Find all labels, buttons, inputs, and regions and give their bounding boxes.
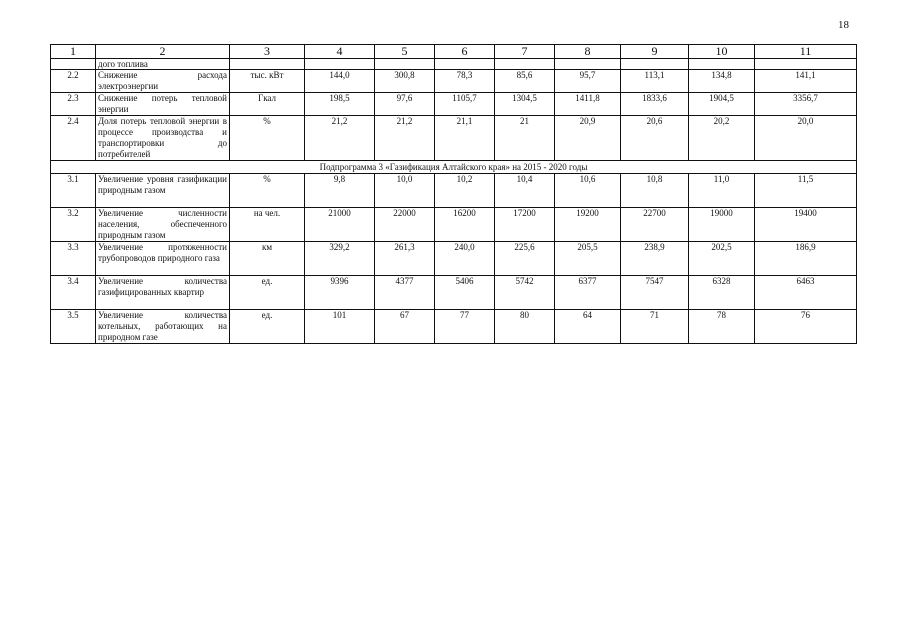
row-value: 5406 — [435, 276, 495, 310]
row-value: 64 — [555, 310, 621, 344]
row-unit: % — [230, 174, 305, 208]
row-value: 16200 — [435, 208, 495, 242]
column-header: 11 — [755, 45, 857, 59]
column-header: 5 — [375, 45, 435, 59]
table-row — [51, 70, 857, 93]
section-a-rows — [51, 70, 857, 161]
row-value: 6328 — [689, 276, 755, 310]
row-value: 11,5 — [755, 174, 857, 208]
row-value: 21,1 — [435, 116, 495, 161]
row-number: 3.2 — [51, 208, 96, 242]
row-number: 3.3 — [51, 242, 96, 276]
row-name: Увеличение уровня газификации природным газом — [96, 174, 230, 208]
row-value: 21000 — [305, 208, 375, 242]
row-value: 3356,7 — [755, 93, 857, 116]
row-value: 7547 — [621, 276, 689, 310]
row-name: Доля потерь тепловой энергии в процессе производства и транспортировки до потребителей — [96, 116, 230, 161]
row-value: 198,5 — [305, 93, 375, 116]
row-value: 21 — [495, 116, 555, 161]
indicators-table — [50, 44, 857, 344]
row-value: 134,8 — [689, 70, 755, 93]
row-value: 225,6 — [495, 242, 555, 276]
row-value: 20,6 — [621, 116, 689, 161]
row-value: 97,6 — [375, 93, 435, 116]
row-number: 2.4 — [51, 116, 96, 161]
row-value: 6463 — [755, 276, 857, 310]
row-unit: тыс. кВт — [230, 70, 305, 93]
row-name: Увеличение протяженности трубопроводов природного газа — [96, 242, 230, 276]
column-header: 10 — [689, 45, 755, 59]
row-name: Увеличение количества газифицированных квартир — [96, 276, 230, 310]
row-value: 21,2 — [305, 116, 375, 161]
row-value: 77 — [435, 310, 495, 344]
row-value: 300,8 — [375, 70, 435, 93]
row-value: 101 — [305, 310, 375, 344]
section-b-rows — [51, 174, 857, 344]
row-value: 1904,5 — [689, 93, 755, 116]
row-value: 4377 — [375, 276, 435, 310]
column-header: 2 — [96, 45, 230, 59]
row-value: 22000 — [375, 208, 435, 242]
table-row — [51, 116, 857, 161]
table-row — [51, 276, 857, 310]
row-unit: на чел. — [230, 208, 305, 242]
row-value: 5742 — [495, 276, 555, 310]
row-name: Снижение расхода электроэнергии — [96, 70, 230, 93]
row-name: Снижение потерь тепловой энергии — [96, 93, 230, 116]
row-value: 20,2 — [689, 116, 755, 161]
table-row — [51, 93, 857, 116]
row-value: 238,9 — [621, 242, 689, 276]
row-value: 10,2 — [435, 174, 495, 208]
row-value: 20,0 — [755, 116, 857, 161]
page-number: 18 — [838, 19, 849, 31]
row-value: 76 — [755, 310, 857, 344]
row-value: 22700 — [621, 208, 689, 242]
row-value: 80 — [495, 310, 555, 344]
row-value: 21,2 — [375, 116, 435, 161]
row-value: 186,9 — [755, 242, 857, 276]
table-header-row — [51, 45, 857, 59]
subprogram-title: Подпрограмма 3 «Газификация Алтайского края» на 2015 - 2020 годы — [51, 161, 857, 174]
row-value: 85,6 — [495, 70, 555, 93]
column-header: 6 — [435, 45, 495, 59]
row-number: 3.1 — [51, 174, 96, 208]
row-value: 144,0 — [305, 70, 375, 93]
row-value: 9396 — [305, 276, 375, 310]
row-number: 2.2 — [51, 70, 96, 93]
row-name: дого топлива — [96, 59, 230, 70]
row-number: 3.5 — [51, 310, 96, 344]
row-value: 78 — [689, 310, 755, 344]
column-header: 1 — [51, 45, 96, 59]
row-value: 1411,8 — [555, 93, 621, 116]
row-value: 71 — [621, 310, 689, 344]
row-number: 2.3 — [51, 93, 96, 116]
table-row — [51, 310, 857, 344]
row-value: 6377 — [555, 276, 621, 310]
column-header: 7 — [495, 45, 555, 59]
row-value: 10,0 — [375, 174, 435, 208]
row-number: 3.4 — [51, 276, 96, 310]
row-value: 10,8 — [621, 174, 689, 208]
column-header: 8 — [555, 45, 621, 59]
row-value: 20,9 — [555, 116, 621, 161]
row-name: Увеличение количества котельных, работающих на природном газе — [96, 310, 230, 344]
column-header: 9 — [621, 45, 689, 59]
row-value: 202,5 — [689, 242, 755, 276]
row-value: 205,5 — [555, 242, 621, 276]
row-value: 67 — [375, 310, 435, 344]
table-row — [51, 174, 857, 208]
row-value: 95,7 — [555, 70, 621, 93]
row-value: 113,1 — [621, 70, 689, 93]
row-value: 1304,5 — [495, 93, 555, 116]
row-unit: ед. — [230, 276, 305, 310]
row-name: Увеличение численности населения, обеспеченного природным газом — [96, 208, 230, 242]
row-value: 10,6 — [555, 174, 621, 208]
row-value: 19200 — [555, 208, 621, 242]
row-value: 19400 — [755, 208, 857, 242]
table-row — [51, 242, 857, 276]
row-unit: км — [230, 242, 305, 276]
row-value: 19000 — [689, 208, 755, 242]
column-header: 4 — [305, 45, 375, 59]
row-value: 240,0 — [435, 242, 495, 276]
row-value: 11,0 — [689, 174, 755, 208]
row-value: 329,2 — [305, 242, 375, 276]
table-row — [51, 208, 857, 242]
table-row-continuation — [51, 59, 857, 70]
subprogram-row — [51, 161, 857, 174]
row-value: 17200 — [495, 208, 555, 242]
row-value: 78,3 — [435, 70, 495, 93]
row-value: 261,3 — [375, 242, 435, 276]
row-value: 9,8 — [305, 174, 375, 208]
row-value: 10,4 — [495, 174, 555, 208]
column-header: 3 — [230, 45, 305, 59]
row-value: 1105,7 — [435, 93, 495, 116]
row-unit: ед. — [230, 310, 305, 344]
row-value: 141,1 — [755, 70, 857, 93]
row-unit: % — [230, 116, 305, 161]
row-value: 1833,6 — [621, 93, 689, 116]
row-unit: Гкал — [230, 93, 305, 116]
